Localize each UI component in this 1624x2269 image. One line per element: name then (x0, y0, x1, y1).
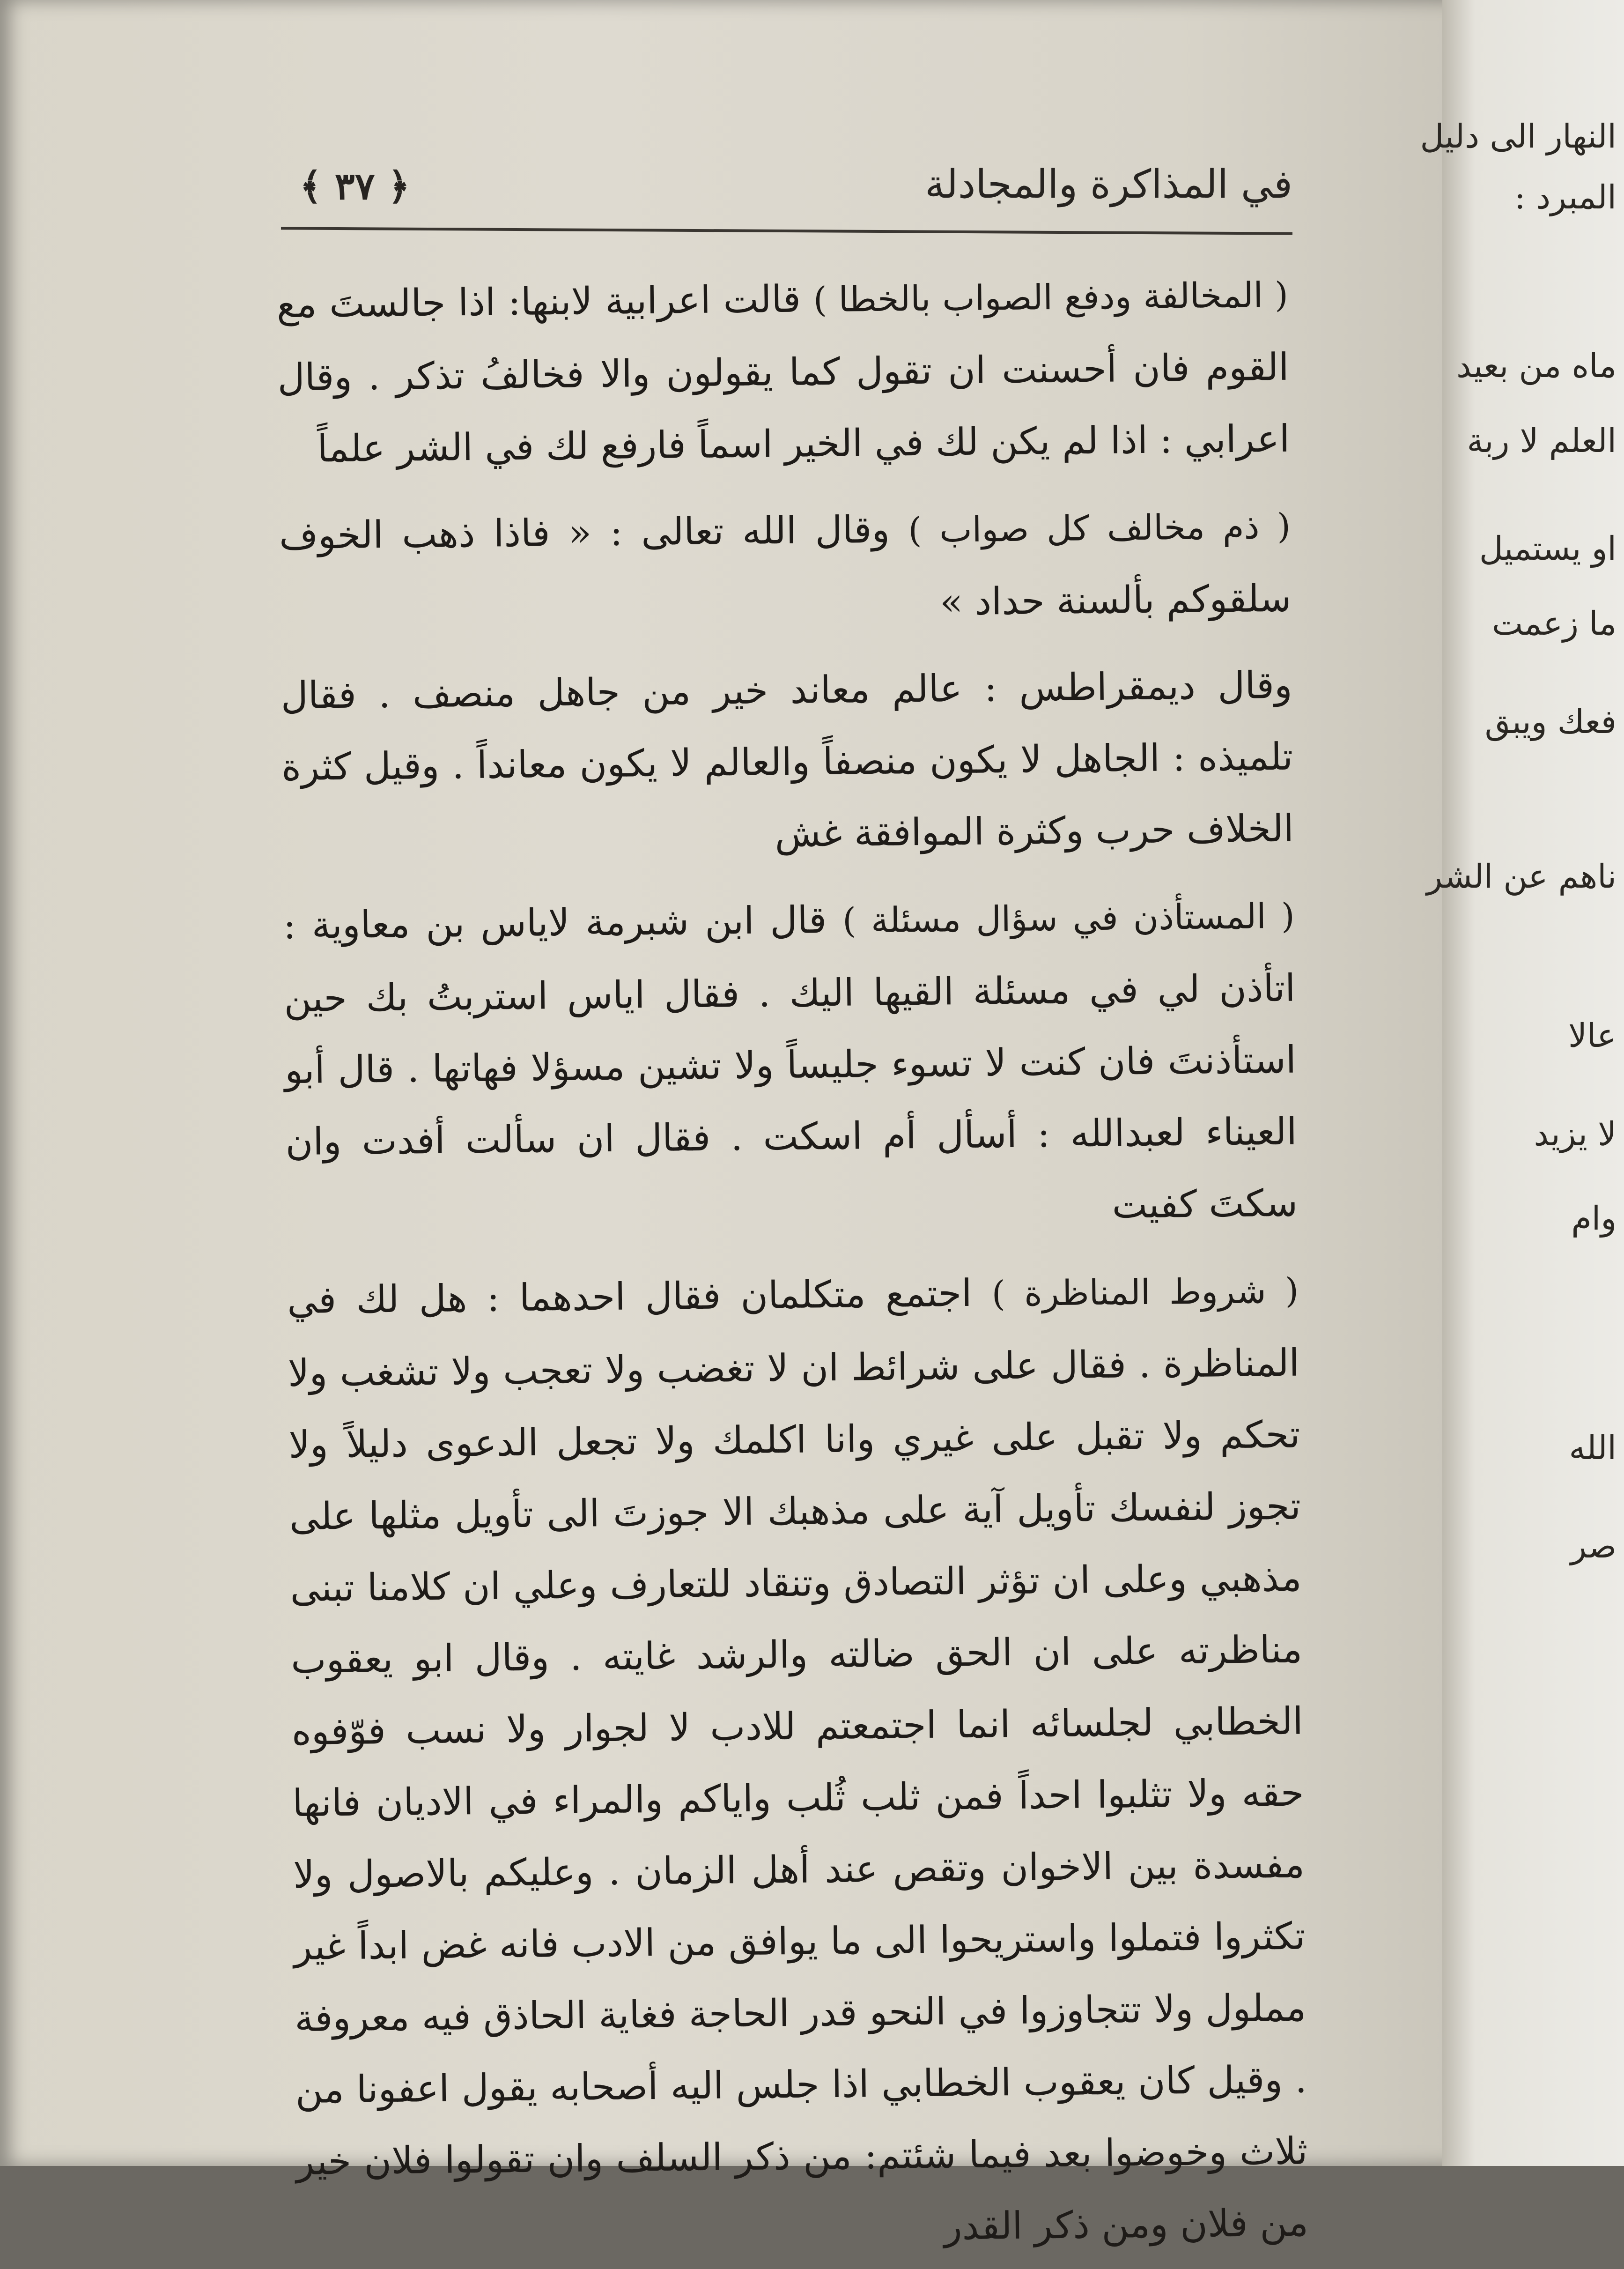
page-header (281, 155, 1292, 215)
facing-fragment: عالا (1568, 1016, 1617, 1055)
facing-fragment: فعك ويبق (1484, 703, 1617, 741)
facing-fragment: وام (1571, 1199, 1617, 1238)
facing-fragment: النهار الى دليل (1420, 117, 1617, 156)
facing-fragment: ماه من بعيد (1456, 347, 1617, 385)
facing-fragment: صر (1570, 1527, 1617, 1565)
header-divider (281, 227, 1292, 235)
paragraph-text-3: وقال ديمقراطس : عالم معاند خير من جاهل منصف . فقال تلميذه : الجاهل لا يكون منصفاً والعالم لا يكون معانداً . وقيل كثرة الخلاف حرب وكثرة الموافقة غش (281, 663, 1294, 856)
facing-fragment: العلم لا ربة (1467, 422, 1617, 460)
paragraph-text-1: قالت اعرابية لابنها: اذا جالستَ مع القوم فان أحسنت ان تقول كما يقولون والا فخالفُ تذكر . وقال اعرابي : اذا لم يكن لك في الخير اسماً فارفع لك في الشر علماً (276, 277, 1290, 471)
running-title: في المذاكرة والمجادلة (925, 161, 1292, 207)
section-heading-2: ( ذم مخالف كل صواب ) (908, 506, 1291, 551)
paragraph-1 (276, 258, 1323, 485)
facing-fragment: المبرد : (1514, 178, 1617, 216)
page-number: ﴿ ٣٧ ﴾ (300, 164, 410, 208)
section-heading-5: ( شروط المناظرة ) (991, 1270, 1299, 1314)
paragraph-text-4: قال ابن شبرمة لاياس بن معاوية : اتأذن لي في مسئلة القيها اليك . فقال اياس استربتُ بك حين استأذنتَ فان كنت لا تسوء جليساً ولا تشين مسؤلا فهاتها . قال أبو العيناء لعبدالله : أسأل أم اسكت . فقال ان سألت أفدت وان سكتَ كفيت (283, 898, 1298, 1227)
body-text (276, 258, 1340, 2248)
facing-fragment: الله (1569, 1429, 1617, 1467)
facing-fragment: ناهم عن الشر (1426, 857, 1617, 896)
paragraph-3 (281, 649, 1327, 875)
paragraph-4 (283, 879, 1331, 1249)
facing-fragment: ما زعمت (1492, 604, 1617, 643)
paragraph-5 (287, 1253, 1341, 2269)
paragraph-2 (279, 489, 1324, 645)
facing-fragment: او يستميل (1479, 529, 1617, 568)
section-heading-4: ( المستأذن في سؤال مسئلة ) (842, 896, 1295, 941)
paragraph-text-5: اجتمع متكلمان فقال احدهما : هل لك في المناظرة . فقال على شرائط ان لا تغضب ولا تعجب ولا تشغب ولا تحكم ولا تقبل على غيري وانا اكلمك ولا تجعل الدعوى دليلاً ولا تجوز لنفسك تأويل آية على مذهبك الا جوزتَ الى تأويل مثلها على مذهبي وعلى ان تؤثر التصادق وتنقاد للتعارف وعلي ان كلامنا تبنى مناظرته على ان الحق ضالته والرشد غايته . وقال ابو يعقوب الخطابي لجلسائه انما اجتمعتم للادب لا لجوار ولا نسب فوّفوه حقه ولا تثلبوا احداً فمن ثلب ثُلب واياكم والمراء في الاديان فانها مفسدة بين الاخوان وتقص عند أهل الزمان . وعليكم بالاصول ولا تكثروا فتملوا واستريحوا الى ما يوافق من الادب فانه غض ابداً غير مملول ولا تتجاوزوا في النحو قدر الحاجة فغاية الحاذق فيه معروفة . وقيل كان يعقوب الخطابي اذا جلس اليه أصحابه يقول اعفونا من ثلاث وخوضوا بعد فيما شئتم: من ذكر السلف وان تقولوا فلان خير من فلان ومن ذكر القدر (287, 1271, 1309, 2248)
section-heading-1: ( المخالفة ودفع الصواب بالخطا ) (813, 274, 1289, 320)
facing-fragment: لا يزيد (1534, 1115, 1617, 1153)
paragraph-text-2: وقال الله تعالى : « فاذا ذهب الخوف سلقوكم بألسنة حداد » (279, 507, 1292, 624)
facing-page (1420, 0, 1624, 2166)
